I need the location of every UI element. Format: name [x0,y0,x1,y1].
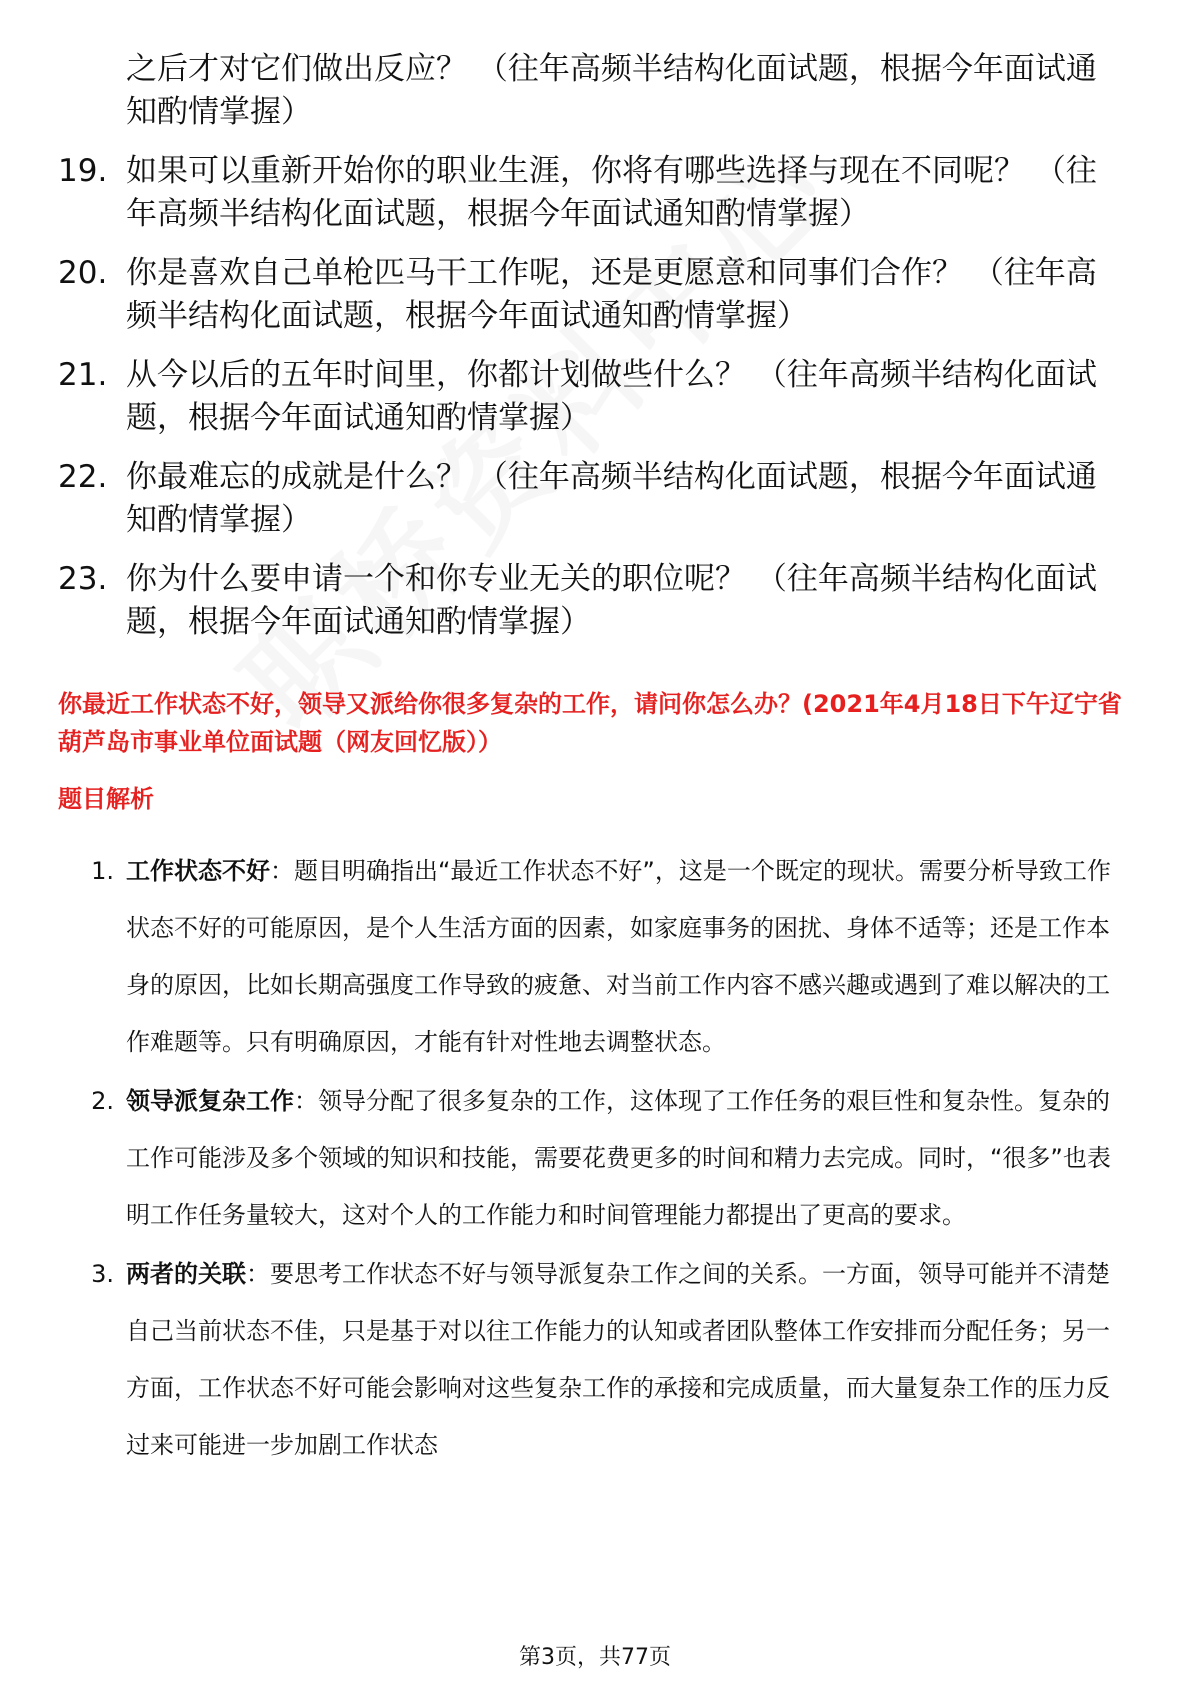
question-text: 如果可以重新开始你的职业生涯，你将有哪些选择与现在不同呢？ （往年高频半结构化面试题，根据今年面试通知酌情掌握） [126,153,1097,232]
question-number: 20. [58,255,108,291]
question-text: 你是喜欢自己单枪匹马干工作呢，还是更愿意和同事们合作？ （往年高频半结构化面试题，根据今年面试通知酌情掌握） [126,255,1097,334]
analysis-head: 领导派复杂工作 [126,1087,294,1115]
question-text: 你最难忘的成就是什么？ （往年高频半结构化面试题，根据今年面试通知酌情掌握） [126,459,1097,538]
question-item [58,48,1118,134]
analysis-item [58,1073,1118,1244]
question-item [58,558,1118,644]
analysis-body: ：要思考工作状态不好与领导派复杂工作之间的关系。一方面，领导可能并不清楚自己当前状态不佳，只是基于对以往工作能力的认知或者团队整体工作安排而分配任务；另一方面，工作状态不好可能会影响对这些复杂工作的承接和完成质量，而大量复杂工作的压力反过来可能进一步加剧工作状态 [126,1260,1110,1459]
question-text: 从今以后的五年时间里，你都计划做些什么？ （往年高频半结构化面试题，根据今年面试通知酌情掌握） [126,357,1097,436]
analysis-number: 3. [91,1260,114,1288]
question-number: 23. [58,561,108,597]
question-item [58,252,1118,338]
question-text: 之后才对它们做出反应？ （往年高频半结构化面试题，根据今年面试通知酌情掌握） [126,51,1097,130]
question-list [58,48,1118,660]
analysis-text [126,843,1118,1071]
analysis-head: 两者的关联 [126,1260,246,1288]
question-number: 22. [58,459,108,495]
question-number: 19. [58,153,108,189]
analysis-item [58,843,1118,1071]
analysis-text [126,1073,1118,1244]
question-text: 你为什么要申请一个和你专业无关的职位呢？ （往年高频半结构化面试题，根据今年面试通知酌情掌握） [126,561,1097,640]
page-footer: 第3页，共77页 [519,1645,671,1670]
analysis-body: ：题目明确指出“最近工作状态不好”，这是一个既定的现状。需要分析导致工作状态不好的可能原因，是个人生活方面的因素，如家庭事务的困扰、身体不适等；还是工作本身的原因，比如长期高强度工作导致的疲惫、对当前工作内容不感兴趣或遇到了难以解决的工作难题等。只有明确原因，才能有针对性地去调整状态。 [126,857,1111,1056]
analysis-head: 工作状态不好 [126,857,270,885]
question-item [58,354,1118,440]
question-item [58,456,1118,542]
analysis-body: ：领导分配了很多复杂的工作，这体现了工作任务的艰巨性和复杂性。复杂的工作可能涉及多个领域的知识和技能，需要花费更多的时间和精力去完成。同时，“很多”也表明工作任务量较大，这对个人的工作能力和时间管理能力都提出了更高的要求。 [126,1087,1111,1229]
question-item [58,150,1118,236]
analysis-text [126,1246,1118,1474]
analysis-number: 1. [91,857,114,885]
analysis-item [58,1246,1118,1474]
analysis-number: 2. [91,1087,114,1115]
section-label: 题目解析 [58,785,154,813]
analysis-list [58,843,1118,1476]
question-heading: 你最近工作状态不好，领导又派给你很多复杂的工作，请问你怎么办？(2021年4月18日下午辽宁省葫芦岛市事业单位面试题（网友回忆版）） [58,690,1122,756]
question-number: 21. [58,357,108,393]
